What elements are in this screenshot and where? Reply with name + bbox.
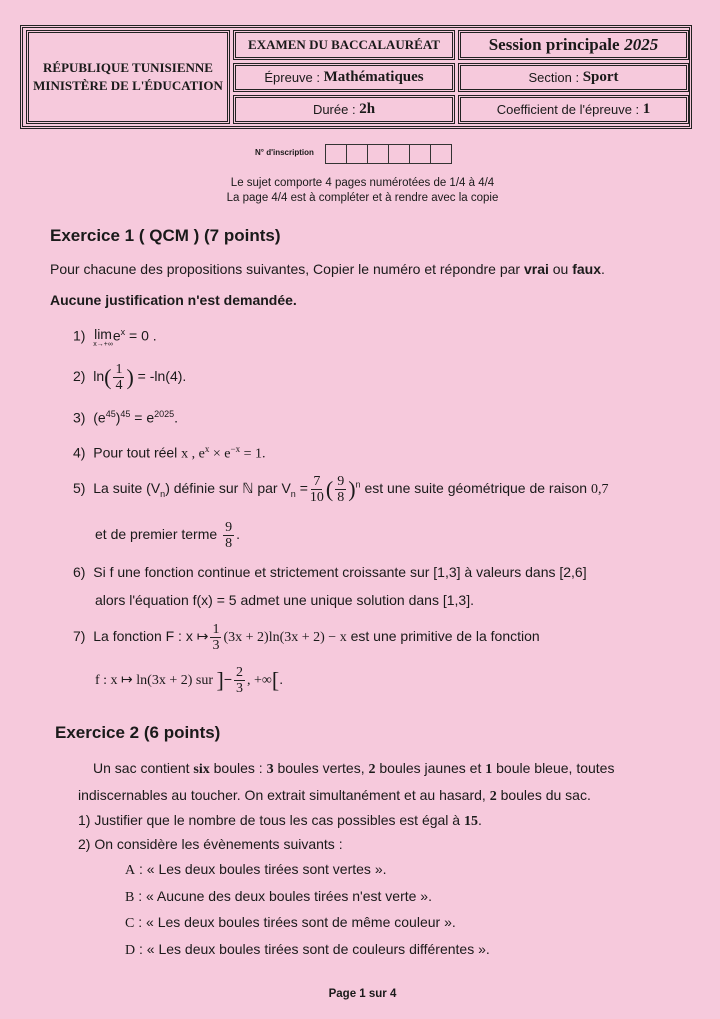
epreuve-value: Mathématiques — [323, 69, 424, 85]
q7-c: est une primitive de la fonction — [346, 628, 540, 645]
header-institution — [26, 30, 230, 124]
page-number: Page 1 sur 4 — [328, 988, 397, 1000]
event-text: : « Les deux boules tirées sont de même couleur ». — [134, 914, 456, 930]
ou: ou — [548, 261, 573, 277]
event-text: : « Aucune des deux boules tirées n'est verte ». — [134, 888, 432, 904]
coef-label: Coefficient de l'épreuve : — [496, 102, 640, 117]
duree — [233, 95, 455, 124]
p2a: indiscernables au toucher. On extrait simultanément et au hasard, — [78, 787, 490, 803]
fraction — [223, 520, 234, 551]
paragraph-segment: boule bleue, toutes — [492, 760, 615, 776]
section — [458, 63, 689, 92]
q2-num: 2) — [73, 368, 86, 385]
note-2: La page 4/4 est à compléter et à rendre avec la copie — [226, 192, 499, 204]
bracket-open: ] — [216, 667, 224, 693]
q5-line2 — [95, 520, 240, 551]
paragraph-segment: 1 — [485, 762, 493, 777]
q3-num: 3) — [73, 409, 86, 426]
q1 — [73, 327, 157, 349]
q2: 2) ln( $\frac{1}{4}$ ) = -ln(4). — [73, 362, 187, 393]
q4-e1: x — [204, 444, 210, 454]
epreuve-label: Épreuve : — [264, 70, 321, 85]
coef-value: 1 — [642, 101, 651, 117]
ex2-q1 — [78, 812, 482, 830]
q1a: 1) Justifier que le nombre de tous les cas possibles est égal à — [78, 812, 464, 828]
e: e — [112, 327, 121, 344]
event-d — [125, 941, 490, 959]
exam-label: EXAMEN DU BACCALAURÉAT — [248, 37, 440, 52]
no-justification: Aucune justification n'est demandée. — [50, 292, 297, 308]
num: 9 — [225, 520, 233, 535]
q5-s: n — [160, 489, 166, 499]
q7-b: (3x + 2)ln(3x + 2) − x — [223, 630, 347, 646]
q3-b: ) — [115, 409, 121, 426]
q7-line2a: f : x ↦ ln(3x + 2) sur — [95, 673, 217, 689]
q3-c: = e — [130, 409, 155, 426]
faux: faux — [572, 261, 602, 277]
den: 8 — [225, 536, 233, 551]
vrai: vrai — [523, 261, 549, 277]
q1-num: 1) — [73, 327, 86, 344]
lim-sub: x→+∞ — [93, 341, 113, 348]
q7-num: 7) — [73, 628, 86, 645]
q3-e2: 45 — [120, 409, 131, 419]
q6-line1: Si f une fonction continue et strictement croissante sur [1,3] à valeurs dans [2,6] — [93, 564, 587, 580]
note-1: Le sujet comporte 4 pages numérotées de 1/4 à 4/4 — [230, 177, 495, 189]
q5-c: est une suite géométrique de raison — [360, 480, 591, 497]
q6-num: 6) — [73, 564, 86, 580]
paragraph-segment: Un sac contient — [93, 760, 194, 776]
exercise-1-title: Exercice 1 ( QCM ) (7 points) — [50, 226, 281, 245]
q5-eq: = — [295, 480, 308, 497]
exercise-2-paragraph-2 — [78, 787, 591, 805]
q3-e1: 45 — [105, 409, 116, 419]
q1-rest: = 0 . — [125, 327, 157, 344]
num: 1 — [115, 362, 123, 377]
q6 — [73, 564, 587, 580]
q5-pw: n — [355, 479, 361, 490]
inscription-label: N° d'inscription — [255, 148, 314, 157]
q1b: 15 — [463, 814, 478, 829]
q5-a: La suite (V — [93, 480, 161, 497]
q7-a: La fonction F : x ↦ — [93, 628, 209, 645]
num: 7 — [313, 474, 321, 489]
exercise-2-title: Exercice 2 (6 points) — [55, 723, 221, 742]
p2c: boules du sac. — [496, 787, 591, 803]
q5-b: ) définie sur ℕ par V — [165, 480, 291, 497]
fraction — [210, 622, 221, 653]
q5-num: 5) — [73, 480, 86, 497]
q3-a: (e — [93, 409, 106, 426]
q5-s2: n — [290, 489, 296, 499]
num: 2 — [236, 665, 244, 680]
num: 9 — [337, 474, 345, 489]
event-c — [125, 914, 456, 932]
q7-dot: . — [279, 671, 284, 688]
den: 10 — [309, 490, 324, 505]
republic: RÉPUBLIQUE TUNISIENNE — [43, 60, 213, 75]
q1c: . — [477, 812, 482, 828]
q4-m2: × e — [209, 446, 231, 462]
lim: lim — [94, 326, 112, 342]
event-key: A — [125, 863, 136, 878]
q5-r: 0,7 — [590, 482, 609, 498]
event-text: : « Les deux boules tirées sont vertes ». — [135, 861, 387, 877]
session-year: 2025 — [624, 35, 659, 54]
q5-dot: . — [236, 526, 240, 543]
paragraph-segment: 3 — [266, 762, 274, 777]
q4-text: Pour tout réel — [93, 444, 182, 461]
paragraph-segment: six — [193, 762, 210, 777]
q7-tail: , +∞ — [247, 673, 272, 689]
q7-line2 — [95, 665, 283, 696]
section-value: Sport — [582, 69, 619, 85]
q5-line2-text: et de premier terme — [95, 526, 222, 543]
p2b: 2 — [489, 789, 497, 804]
q5: 5) La suite $(V_n)$ définie sur ℕ par $V_n$ = $\frac{7}{10}$ ( $\frac{9}{8}$ )$^n$ est une suite géométrique de raison 0,7 — [73, 474, 609, 505]
paragraph-segment: boules jaunes et — [375, 760, 486, 776]
q7 — [73, 622, 540, 653]
bracket-close: [ — [271, 667, 280, 693]
event-text: : « Les deux boules tirées sont de couleurs différentes ». — [135, 941, 490, 957]
duree-label: Durée : — [312, 102, 356, 117]
fraction — [234, 665, 245, 696]
den: 4 — [115, 378, 123, 393]
den: 8 — [337, 490, 345, 505]
q3-e3: 2025 — [154, 409, 175, 419]
paragraph-segment: boules : — [209, 760, 267, 776]
q4-m3: = 1. — [240, 446, 266, 462]
exam-title — [233, 30, 455, 60]
session-label: Session principale — [488, 35, 620, 54]
intro-end: . — [601, 261, 605, 277]
section-label: Section : — [528, 70, 580, 85]
event-b — [125, 888, 432, 906]
epreuve — [233, 63, 455, 92]
page-notes — [0, 176, 720, 206]
minus: − — [223, 671, 233, 688]
paragraph-segment: boules vertes, — [273, 760, 369, 776]
exercise-2-paragraph-1 — [93, 760, 614, 778]
event-key: D — [125, 943, 136, 958]
ln: ln — [93, 368, 105, 385]
ministry: MINISTÈRE DE L'ÉDUCATION — [33, 78, 223, 93]
q4-math: x , e — [181, 446, 205, 462]
q4 — [73, 444, 265, 463]
num: 1 — [212, 622, 220, 637]
exercise-1-intro — [50, 261, 605, 277]
coefficient — [458, 95, 689, 124]
q6-line2: alors l'équation f(x) = 5 admet une unique solution dans [1,3]. — [95, 592, 474, 608]
intro-text: Pour chacune des propositions suivantes, Copier le numéro et répondre par — [50, 261, 524, 277]
ex2-q2: 2) On considère les évènements suivants : — [78, 836, 343, 852]
event-a — [125, 861, 387, 879]
duree-value: 2h — [359, 101, 376, 117]
fraction — [113, 362, 124, 393]
exp: x — [120, 327, 126, 337]
inscription-boxes[interactable] — [325, 144, 452, 164]
den: 3 — [236, 681, 244, 696]
q4-num: 4) — [73, 444, 86, 461]
fraction — [335, 474, 346, 505]
q4-e2: −x — [230, 444, 241, 454]
den: 3 — [212, 638, 220, 653]
session — [458, 30, 689, 60]
event-key: C — [125, 916, 135, 931]
event-key: B — [125, 890, 135, 905]
fraction — [310, 474, 324, 505]
q3-d: . — [174, 409, 179, 426]
q2-rest: = -ln(4). — [133, 368, 187, 385]
paragraph-segment: 2 — [368, 762, 376, 777]
q3 — [73, 409, 178, 426]
